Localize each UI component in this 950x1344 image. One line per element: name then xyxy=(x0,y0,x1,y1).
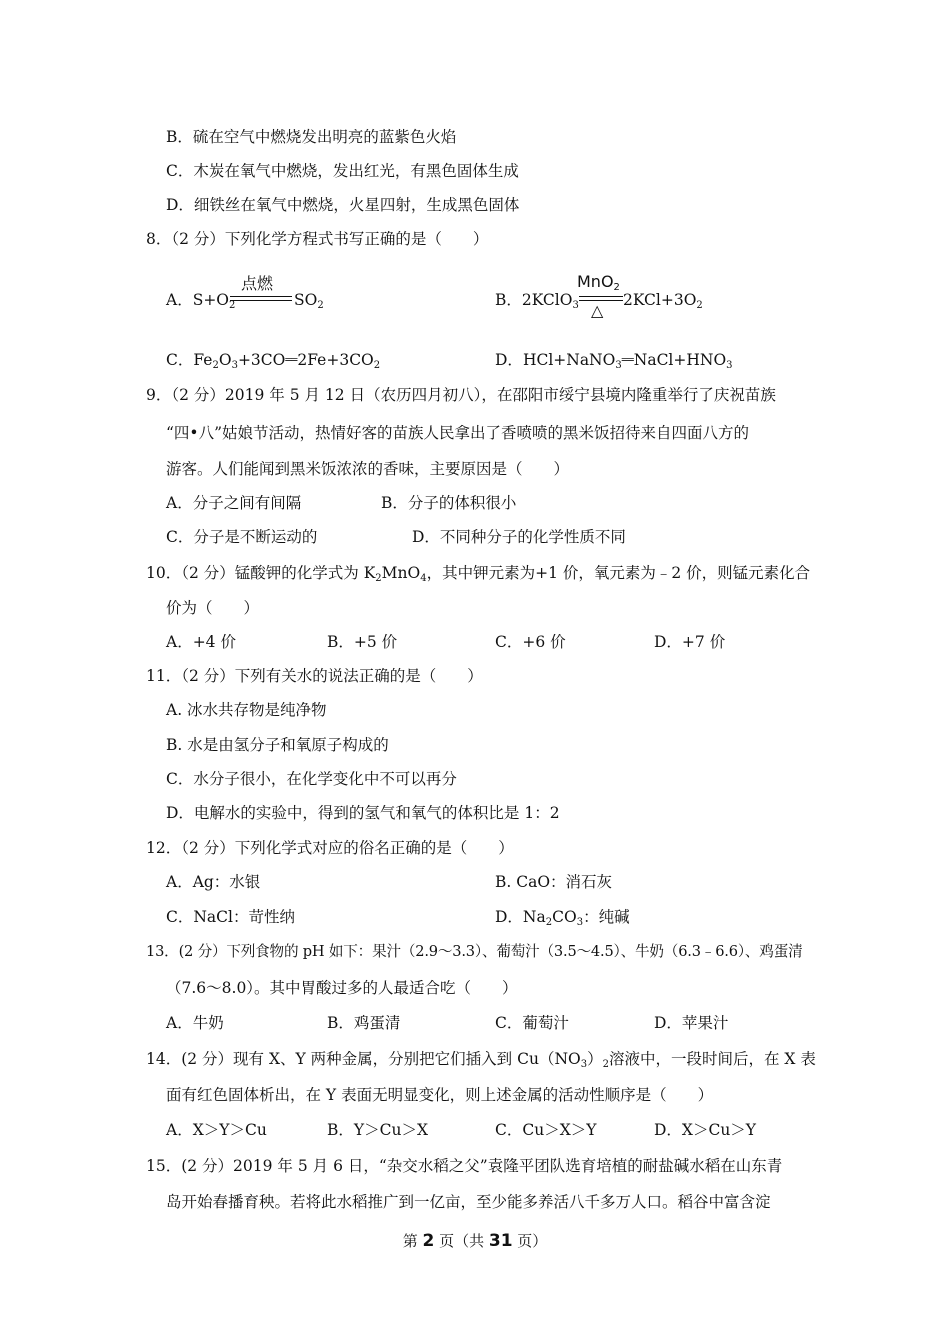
q10-stem-part: ，其中钾元素为+1 价，氧元素为﹣2 价，则锰元素化合 xyxy=(426,564,811,582)
q13-option-b: B．鸡蛋清 xyxy=(327,1014,401,1032)
q8-option-c-part: 2Fe+3CO xyxy=(297,351,374,369)
q8-option-b-heat-symbol: △ xyxy=(591,301,604,320)
q9-stem-line3: 游客。人们能闻到黑米饭浓浓的香味，主要原因是（ ） xyxy=(166,460,570,478)
q8-option-b-products: 2KCl+3O xyxy=(623,291,697,309)
q8-option-b-reactants-sub: 3 xyxy=(572,300,579,311)
q12-option-d-part: CO xyxy=(552,908,577,926)
q9-option-d: D．不同种分子的化学性质不同 xyxy=(412,528,626,546)
q8-option-c-sub: 2 xyxy=(212,360,219,371)
q10-stem-part: 10．（2 分）锰酸钾的化学式为 K xyxy=(146,564,376,582)
q8-option-a-condition: 点燃 xyxy=(241,274,274,293)
q9-option-a: A．分子之间有间隔 xyxy=(166,494,302,512)
q14-option-c: C．Cu＞X＞Y xyxy=(495,1121,597,1139)
q13-stem-line1: 13．(2 分）下列食物的 pH 如下：果汁（2.9～3.3）、葡萄汁（3.5～4.5）、牛奶（6.3﹣6.6）、鸡蛋清 xyxy=(146,943,803,960)
q10-stem-line2: 价为（ ） xyxy=(166,599,260,617)
q8-option-a-products-sub: 2 xyxy=(317,300,324,311)
page-number: 2 xyxy=(422,1231,435,1251)
q8-option-d-part: NaCl+HNO xyxy=(633,351,727,369)
page-footer xyxy=(0,1230,950,1251)
q8-option-c-part: +3CO xyxy=(237,351,286,369)
q9-option-c: C．分子是不断运动的 xyxy=(166,528,318,546)
q7-option-c: C．木炭在氧气中燃烧，发出红光，有黑色固体生成 xyxy=(166,162,519,180)
q13-option-a: A．牛奶 xyxy=(166,1014,224,1032)
q8-option-a-reactants: S+O xyxy=(192,291,230,309)
q11-option-c: C．水分子很小，在化学变化中不可以再分 xyxy=(166,770,457,788)
q12-option-d-part: D．Na xyxy=(495,908,546,926)
q10-option-b: B．+5 价 xyxy=(327,633,398,651)
q11-option-d: D．电解水的实验中，得到的氢气和氧气的体积比是 1：2 xyxy=(166,804,560,822)
q10-stem-part: MnO xyxy=(381,564,421,582)
q14-stem-part: 溶液中，一段时间后，在 X 表 xyxy=(609,1050,816,1068)
q14-option-d: D．X＞Cu＞Y xyxy=(654,1121,757,1139)
q8-option-b-catalyst-sub: 2 xyxy=(613,282,620,293)
q8-option-b-label: B． xyxy=(495,291,522,309)
q12-option-d-sub: 2 xyxy=(545,917,553,928)
q8-option-c-part: Fe xyxy=(193,351,213,369)
q8-option-c-part: O xyxy=(218,351,232,369)
q12-option-d-part: ：纯碱 xyxy=(583,908,630,926)
q8-option-b xyxy=(495,272,795,320)
footer-suffix: 页） xyxy=(512,1232,548,1250)
q8-stem: 8．（2 分）下列化学方程式书写正确的是（ ） xyxy=(146,230,489,248)
q10-option-d: D．+7 价 xyxy=(654,633,726,651)
q13-option-d: D．苹果汁 xyxy=(654,1014,729,1032)
total-pages: 31 xyxy=(488,1231,513,1251)
q8-option-a-products: SO xyxy=(294,291,318,309)
q12-stem: 12．（2 分）下列化学式对应的俗名正确的是（ ） xyxy=(146,839,514,857)
q7-option-b: B．硫在空气中燃烧发出明亮的蓝紫色火焰 xyxy=(166,128,457,146)
footer-middle: 页（共 xyxy=(434,1232,489,1250)
q10-stem-sub: 4 xyxy=(420,573,427,584)
q10-option-a: A．+4 价 xyxy=(166,633,236,651)
q11-option-b: B. 水是由氢分子和氧原子构成的 xyxy=(166,736,389,754)
q9-stem-line1: 9．（2 分）2019 年 5 月 12 日（农历四月初八），在邵阳市绥宁县境内隆重举行了庆祝苗族 xyxy=(146,386,776,404)
q8-option-c xyxy=(166,350,380,371)
q10-stem-line1 xyxy=(146,563,810,583)
q15-stem-line1: 15．(2 分）2019 年 5 月 6 日，“杂交水稻之父”袁隆平团队选育培植的耐盐碱水稻在山东青 xyxy=(146,1157,783,1175)
q13-option-c: C．葡萄汁 xyxy=(495,1014,569,1032)
q9-stem-line2: “四•八”姑娘节活动，热情好客的苗族人民拿出了香喷喷的黑米饭招待来自四面八方的 xyxy=(166,424,749,442)
q8-option-d-equals: ══ xyxy=(621,355,634,366)
q8-option-b-products-sub: 2 xyxy=(696,300,703,311)
q8-option-a xyxy=(166,274,466,314)
q8-option-c-sub: 3 xyxy=(231,360,238,371)
q8-option-d-sub: 3 xyxy=(726,360,733,371)
q8-option-b-catalyst-text: MnO xyxy=(577,272,614,291)
q12-option-b: B. CaO：消石灰 xyxy=(495,873,613,891)
q15-stem-line2: 岛开始春播育秧。若将此水稻推广到一亿亩，至少能多养活八千多万人口。稻谷中富含淀 xyxy=(166,1193,771,1211)
q8-option-c-label: C． xyxy=(166,351,194,369)
q13-stem-line2: （7.6～8.0）。其中胃酸过多的人最适合吃（ ） xyxy=(166,979,518,997)
q14-option-b: B．Y＞Cu＞X xyxy=(327,1121,428,1139)
q12-option-c: C．NaCl：苛性纳 xyxy=(166,908,295,926)
q14-option-a: A．X＞Y＞Cu xyxy=(166,1121,267,1139)
q9-option-b: B．分子的体积很小 xyxy=(381,494,517,512)
q8-option-b-catalyst xyxy=(577,272,620,293)
q7-option-d: D．细铁丝在氧气中燃烧，火星四射，生成黑色固体 xyxy=(166,196,520,214)
q10-stem-sub: 2 xyxy=(375,573,382,584)
q8-option-a-label: A． xyxy=(166,291,193,309)
q10-option-c: C．+6 价 xyxy=(495,633,566,651)
q14-stem-line2: 面有红色固体析出，在 Y 表面无明显变化，则上述金属的活动性顺序是（ ） xyxy=(166,1086,714,1104)
q8-option-d-sub: 3 xyxy=(615,360,622,371)
q8-option-d xyxy=(495,350,733,371)
q8-option-a-equals-sign xyxy=(230,296,292,301)
q14-stem-line1 xyxy=(146,1049,816,1069)
q8-option-b-reactants: 2KClO xyxy=(521,291,573,309)
q12-option-d xyxy=(495,907,630,927)
footer-prefix: 第 xyxy=(402,1232,423,1250)
q12-option-d-sub: 3 xyxy=(576,917,584,928)
q11-option-a: A. 冰水共存物是纯净物 xyxy=(166,701,327,719)
q8-option-d-label: D． xyxy=(495,351,523,369)
q8-option-c-equals: ══ xyxy=(285,355,298,366)
q14-stem-sub: 3 xyxy=(580,1059,588,1070)
q8-option-a-reactants-sub: 2 xyxy=(229,300,236,311)
q8-option-c-sub: 2 xyxy=(373,360,381,371)
q14-stem-sub: 2 xyxy=(602,1059,609,1070)
q11-stem: 11．（2 分）下列有关水的说法正确的是（ ） xyxy=(146,667,483,685)
q12-option-a: A．Ag：水银 xyxy=(166,873,261,891)
q8-option-d-part: HCl+NaNO xyxy=(522,351,616,369)
q14-stem-part: 14．(2 分）现有 X、Y 两种金属，分别把它们插入到 Cu（NO xyxy=(146,1050,581,1068)
q14-stem-part: ） xyxy=(587,1050,603,1068)
